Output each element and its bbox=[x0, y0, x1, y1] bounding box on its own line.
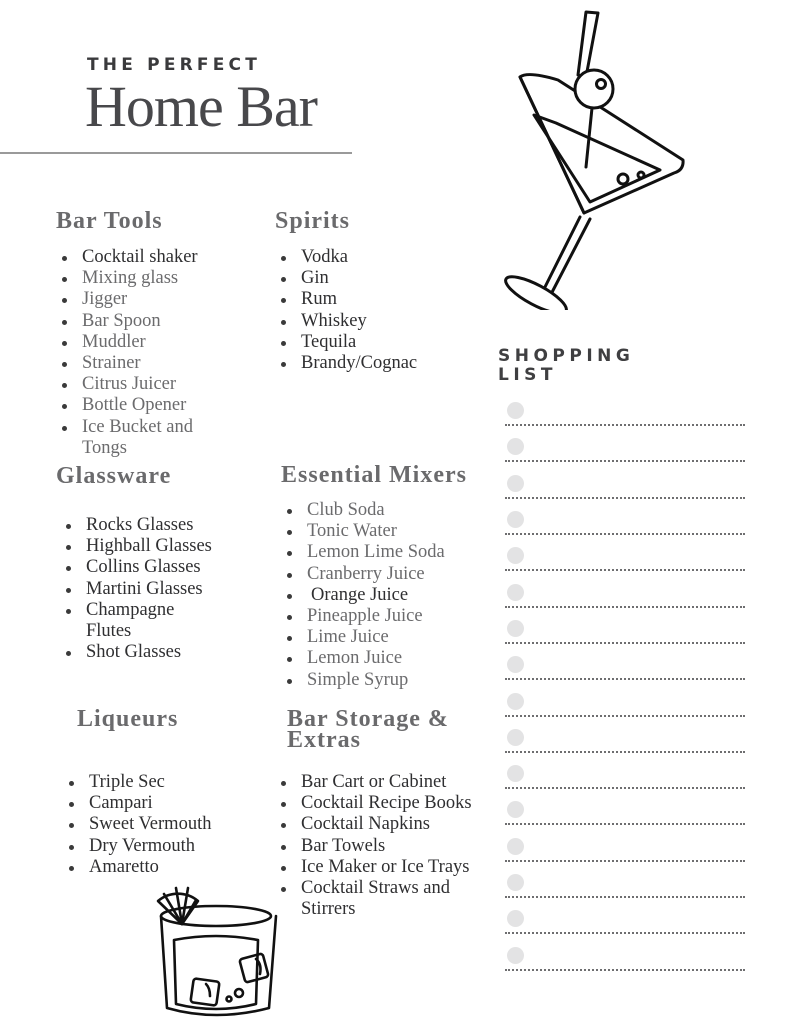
shopping-list-row[interactable] bbox=[505, 475, 747, 505]
checkbox-circle-icon[interactable] bbox=[507, 838, 524, 855]
section-essential-mixers bbox=[281, 462, 491, 691]
list-item: Highball Glasses bbox=[60, 536, 266, 557]
list-item: Gin bbox=[275, 268, 475, 289]
list-item: Lemon Juice bbox=[281, 648, 491, 669]
shopping-list-row[interactable] bbox=[505, 402, 747, 432]
list-item: Cocktail Recipe Books bbox=[275, 793, 487, 814]
dotted-write-line[interactable] bbox=[505, 460, 745, 462]
list-item: Cocktail Straws and bbox=[275, 878, 487, 899]
list-item: Dry Vermouth bbox=[63, 836, 277, 857]
section-heading: Bar Storage & bbox=[287, 706, 449, 732]
dotted-write-line[interactable] bbox=[505, 642, 745, 644]
martini-glass-icon bbox=[488, 5, 688, 310]
list-item-continuation bbox=[275, 899, 487, 920]
shopping-list-row[interactable] bbox=[505, 511, 747, 541]
list-item-text: Flutes bbox=[86, 621, 132, 642]
list-item: Muddler bbox=[56, 332, 256, 353]
section-spirits bbox=[275, 208, 475, 374]
list-item: Cocktail shaker bbox=[56, 247, 256, 268]
section-bar-storage bbox=[287, 706, 487, 920]
checkbox-circle-icon[interactable] bbox=[507, 693, 524, 710]
list-item: Lemon Lime Soda bbox=[281, 542, 491, 563]
section-glassware bbox=[56, 463, 266, 663]
list-item: Mixing glass bbox=[56, 268, 256, 289]
list-item: Pineapple Juice bbox=[281, 606, 491, 627]
shopping-list-row[interactable] bbox=[505, 620, 747, 650]
list-item: Ice Maker or Ice Trays bbox=[275, 857, 487, 878]
shopping-list-row[interactable] bbox=[505, 874, 747, 904]
checkbox-circle-icon[interactable] bbox=[507, 402, 524, 419]
list-item: Ice Bucket and bbox=[56, 417, 256, 438]
list-item-text: Tongs bbox=[82, 437, 127, 458]
list-item: Bottle Opener bbox=[56, 395, 256, 416]
section-heading: Essential Mixers bbox=[281, 462, 467, 488]
page-kicker: THE PERFECT bbox=[87, 55, 262, 75]
checkbox-circle-icon[interactable] bbox=[507, 475, 524, 492]
list-item: Bar Cart or Cabinet bbox=[275, 772, 487, 793]
list-item: Bar Spoon bbox=[56, 311, 256, 332]
dotted-write-line[interactable] bbox=[505, 569, 745, 571]
checkbox-circle-icon[interactable] bbox=[507, 801, 524, 818]
section-heading: Glassware bbox=[56, 463, 172, 489]
section-bar-tools bbox=[56, 208, 256, 459]
list-item: Campari bbox=[63, 793, 277, 814]
list-item-continuation bbox=[60, 621, 266, 642]
shopping-list-row[interactable] bbox=[505, 947, 747, 977]
list-item: Martini Glasses bbox=[60, 579, 266, 600]
title-divider bbox=[0, 152, 352, 154]
section-heading: Bar Tools bbox=[56, 208, 163, 234]
shopping-list-title-line2: LIST bbox=[498, 365, 557, 385]
shopping-list-title bbox=[498, 347, 698, 385]
list-item: Cocktail Napkins bbox=[275, 814, 487, 835]
shopping-list-row[interactable] bbox=[505, 765, 747, 795]
shopping-list-row[interactable] bbox=[505, 729, 747, 759]
dotted-write-line[interactable] bbox=[505, 715, 745, 717]
list-item: Lime Juice bbox=[281, 627, 491, 648]
dotted-write-line[interactable] bbox=[505, 787, 745, 789]
section-heading-line2: Extras bbox=[287, 727, 361, 753]
spirits-list bbox=[275, 247, 475, 374]
list-item: Citrus Juicer bbox=[56, 374, 256, 395]
dotted-write-line[interactable] bbox=[505, 678, 745, 680]
dotted-write-line[interactable] bbox=[505, 823, 745, 825]
list-item: Rocks Glasses bbox=[60, 515, 266, 536]
list-item: Club Soda bbox=[281, 500, 491, 521]
page-title: Home Bar bbox=[85, 74, 317, 139]
bar-storage-list bbox=[275, 772, 487, 920]
list-item: Whiskey bbox=[275, 311, 475, 332]
shopping-list-row[interactable] bbox=[505, 547, 747, 577]
checkbox-circle-icon[interactable] bbox=[507, 874, 524, 891]
dotted-write-line[interactable] bbox=[505, 424, 745, 426]
list-item: Vodka bbox=[275, 247, 475, 268]
list-item-continuation bbox=[56, 438, 256, 459]
list-item-text: Stirrers bbox=[301, 899, 356, 920]
dotted-write-line[interactable] bbox=[505, 932, 745, 934]
checkbox-circle-icon[interactable] bbox=[507, 765, 524, 782]
checkbox-circle-icon[interactable] bbox=[507, 656, 524, 673]
checkbox-circle-icon[interactable] bbox=[507, 947, 524, 964]
section-heading: Spirits bbox=[275, 208, 351, 234]
list-item: Bar Towels bbox=[275, 836, 487, 857]
list-item: Champagne bbox=[60, 600, 266, 621]
section-liqueurs bbox=[77, 706, 277, 878]
shopping-list-title-line1: SHOPPING bbox=[498, 346, 635, 366]
list-item: Tequila bbox=[275, 332, 475, 353]
dotted-write-line[interactable] bbox=[505, 497, 745, 499]
list-item: Shot Glasses bbox=[60, 642, 266, 663]
checkbox-circle-icon[interactable] bbox=[507, 584, 524, 601]
dotted-write-line[interactable] bbox=[505, 969, 745, 971]
bar-tools-list bbox=[56, 247, 256, 459]
list-item: Tonic Water bbox=[281, 521, 491, 542]
list-item: Jigger bbox=[56, 289, 256, 310]
shopping-list-row[interactable] bbox=[505, 801, 747, 831]
checkbox-circle-icon[interactable] bbox=[507, 511, 524, 528]
dotted-write-line[interactable] bbox=[505, 896, 745, 898]
checkbox-circle-icon[interactable] bbox=[507, 729, 524, 746]
checkbox-circle-icon[interactable] bbox=[507, 910, 524, 927]
list-item: Amaretto bbox=[63, 857, 277, 878]
list-item: Sweet Vermouth bbox=[63, 814, 277, 835]
shopping-list-row[interactable] bbox=[505, 584, 747, 614]
shopping-list-row[interactable] bbox=[505, 693, 747, 723]
liqueurs-list bbox=[63, 772, 277, 878]
dotted-write-line[interactable] bbox=[505, 751, 745, 753]
shopping-list-row[interactable] bbox=[505, 910, 747, 940]
list-item: Triple Sec bbox=[63, 772, 277, 793]
checkbox-circle-icon[interactable] bbox=[507, 438, 524, 455]
list-item: Collins Glasses bbox=[60, 557, 266, 578]
essential-mixers-list bbox=[281, 500, 491, 691]
dotted-write-line[interactable] bbox=[505, 860, 745, 862]
list-item: Orange Juice bbox=[281, 585, 491, 606]
glassware-list bbox=[60, 515, 266, 663]
list-item: Simple Syrup bbox=[281, 670, 491, 691]
shopping-list-row[interactable] bbox=[505, 438, 747, 468]
shopping-list-row[interactable] bbox=[505, 656, 747, 686]
dotted-write-line[interactable] bbox=[505, 606, 745, 608]
shopping-list-row[interactable] bbox=[505, 838, 747, 868]
section-heading: Liqueurs bbox=[77, 706, 179, 732]
checkbox-circle-icon[interactable] bbox=[507, 620, 524, 637]
list-item: Rum bbox=[275, 289, 475, 310]
checkbox-circle-icon[interactable] bbox=[507, 547, 524, 564]
list-item: Cranberry Juice bbox=[281, 564, 491, 585]
list-item: Strainer bbox=[56, 353, 256, 374]
dotted-write-line[interactable] bbox=[505, 533, 745, 535]
rocks-glass-icon bbox=[152, 876, 282, 1021]
list-item: Brandy/Cognac bbox=[275, 353, 475, 374]
